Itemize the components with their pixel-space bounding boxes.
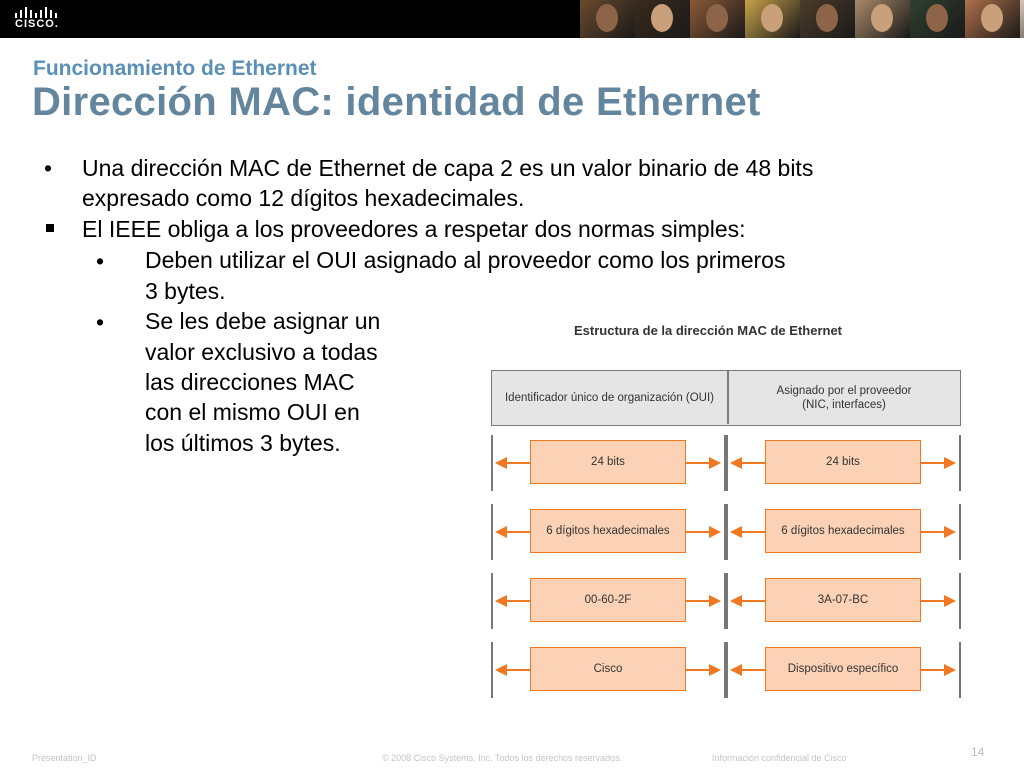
- sub-bullet-1-line-2: 3 bytes.: [145, 278, 226, 304]
- arrow-left-icon: [495, 526, 507, 538]
- bullet-1-line-2: expresado como 12 dígitos hexadecimales.: [82, 185, 525, 211]
- diagram-row-2-left-segment: [491, 504, 726, 560]
- diagram-row-1-right-label: 24 bits: [765, 440, 921, 484]
- diagram-title: Estructura de la dirección MAC de Ethernet: [574, 323, 843, 338]
- header-photo: [965, 0, 1020, 38]
- diagram-row-1-left-segment: [491, 435, 726, 491]
- arrow-left-icon: [730, 457, 742, 469]
- header-photo: [800, 0, 855, 38]
- segment-boundary: [959, 435, 961, 491]
- oui-header-cell: [492, 371, 727, 424]
- segment-boundary: [726, 573, 728, 629]
- segment-boundary: [491, 573, 493, 629]
- arrow-right-icon: [709, 595, 721, 607]
- header-photo: [580, 0, 635, 38]
- oui-header-label: Identificador único de organización (OUI): [504, 391, 715, 404]
- photo-strip: [580, 0, 1024, 38]
- arrow-left-icon: [495, 595, 507, 607]
- sub-bullet-2-line-1: Se les debe asignar un: [145, 308, 381, 334]
- segment-boundary: [491, 642, 493, 698]
- segment-boundary: [726, 435, 728, 491]
- footer-confidential: Información confidencial de Cisco: [712, 753, 847, 763]
- header-photo: [745, 0, 800, 38]
- sub-bullet-1-line-1: Deben utilizar el OUI asignado al proveedor como los primeros: [145, 247, 786, 273]
- header-photo: [910, 0, 965, 38]
- slide-subtitle: Funcionamiento de Ethernet: [33, 57, 317, 80]
- arrow-right-icon: [944, 595, 956, 607]
- arrow-right-icon: [709, 457, 721, 469]
- diagram-row-1-right-segment: [726, 435, 961, 491]
- arrow-right-icon: [944, 526, 956, 538]
- header-photo: [1020, 0, 1024, 38]
- header-photo: [635, 0, 690, 38]
- footer-copyright: © 2008 Cisco Systems, Inc. Todos los derechos reservados.: [382, 753, 623, 763]
- diagram-row-3-left-label: 00-60-2F: [530, 578, 686, 622]
- diagram-row-3-right-label: 3A-07-BC: [765, 578, 921, 622]
- photo-face: [596, 4, 618, 32]
- vendor-header-cell: [728, 371, 960, 424]
- vendor-header-line-2: (NIC, interfaces): [802, 398, 886, 411]
- header-photo: [690, 0, 745, 38]
- diagram-row-4-right-label: Dispositivo específico: [765, 647, 921, 691]
- sub-bullet-marker: •: [96, 309, 105, 335]
- diagram-row-4-left-label: Cisco: [530, 647, 686, 691]
- arrow-left-icon: [730, 664, 742, 676]
- diagram-row-4-right-segment: [726, 642, 961, 698]
- bullet-1-line-1: Una dirección MAC de Ethernet de capa 2 es un valor binario de 48 bits: [82, 155, 814, 181]
- sub-bullet-2-line-2: valor exclusivo a todas: [145, 339, 378, 365]
- sub-bullet-2-line-4: con el mismo OUI en: [145, 399, 360, 425]
- diagram-row-3-left-segment: [491, 573, 726, 629]
- photo-face: [761, 4, 783, 32]
- diagram-row-1-left-label: 24 bits: [530, 440, 686, 484]
- segment-boundary: [491, 504, 493, 560]
- slide-title: Dirección MAC: identidad de Ethernet: [32, 80, 761, 124]
- photo-face: [926, 4, 948, 32]
- diagram-row-3-right-segment: [726, 573, 961, 629]
- diagram-row-2-left-label: 6 dígitos hexadecimales: [530, 509, 686, 553]
- photo-face: [981, 4, 1003, 32]
- sub-bullet-marker: •: [96, 248, 105, 274]
- page-number: 14: [971, 745, 985, 759]
- arrow-right-icon: [944, 457, 956, 469]
- arrow-left-icon: [730, 595, 742, 607]
- bullet-2: El IEEE obliga a los proveedores a respetar dos normas simples:: [82, 216, 746, 242]
- photo-face: [871, 4, 893, 32]
- top-banner: [0, 0, 1024, 38]
- cisco-logo-text: CISCO.: [15, 18, 59, 30]
- photo-face: [651, 4, 673, 32]
- square-bullet-icon: [46, 224, 54, 232]
- photo-face: [706, 4, 728, 32]
- header-photo: [855, 0, 910, 38]
- arrow-right-icon: [709, 526, 721, 538]
- bullet-marker: •: [44, 155, 53, 181]
- arrow-left-icon: [495, 457, 507, 469]
- segment-boundary: [959, 642, 961, 698]
- diagram-row-2-right-label: 6 dígitos hexadecimales: [765, 509, 921, 553]
- segment-boundary: [491, 435, 493, 491]
- mac-structure-diagram: [488, 318, 968, 708]
- diagram-row-2-right-segment: [726, 504, 961, 560]
- arrow-right-icon: [709, 664, 721, 676]
- sub-bullet-2-line-5: los últimos 3 bytes.: [145, 430, 341, 456]
- arrow-left-icon: [495, 664, 507, 676]
- sub-bullet-2-line-3: las direcciones MAC: [145, 369, 355, 395]
- segment-boundary: [726, 642, 728, 698]
- segment-boundary: [959, 573, 961, 629]
- segment-boundary: [959, 504, 961, 560]
- arrow-right-icon: [944, 664, 956, 676]
- diagram-row-4-left-segment: [491, 642, 726, 698]
- segment-boundary: [726, 504, 728, 560]
- arrow-left-icon: [730, 526, 742, 538]
- photo-face: [816, 4, 838, 32]
- vendor-header-line-1: Asignado por el proveedor: [776, 384, 912, 397]
- footer-presentation-id: Presentation_ID: [32, 753, 97, 763]
- diagram-header-row: [491, 370, 961, 426]
